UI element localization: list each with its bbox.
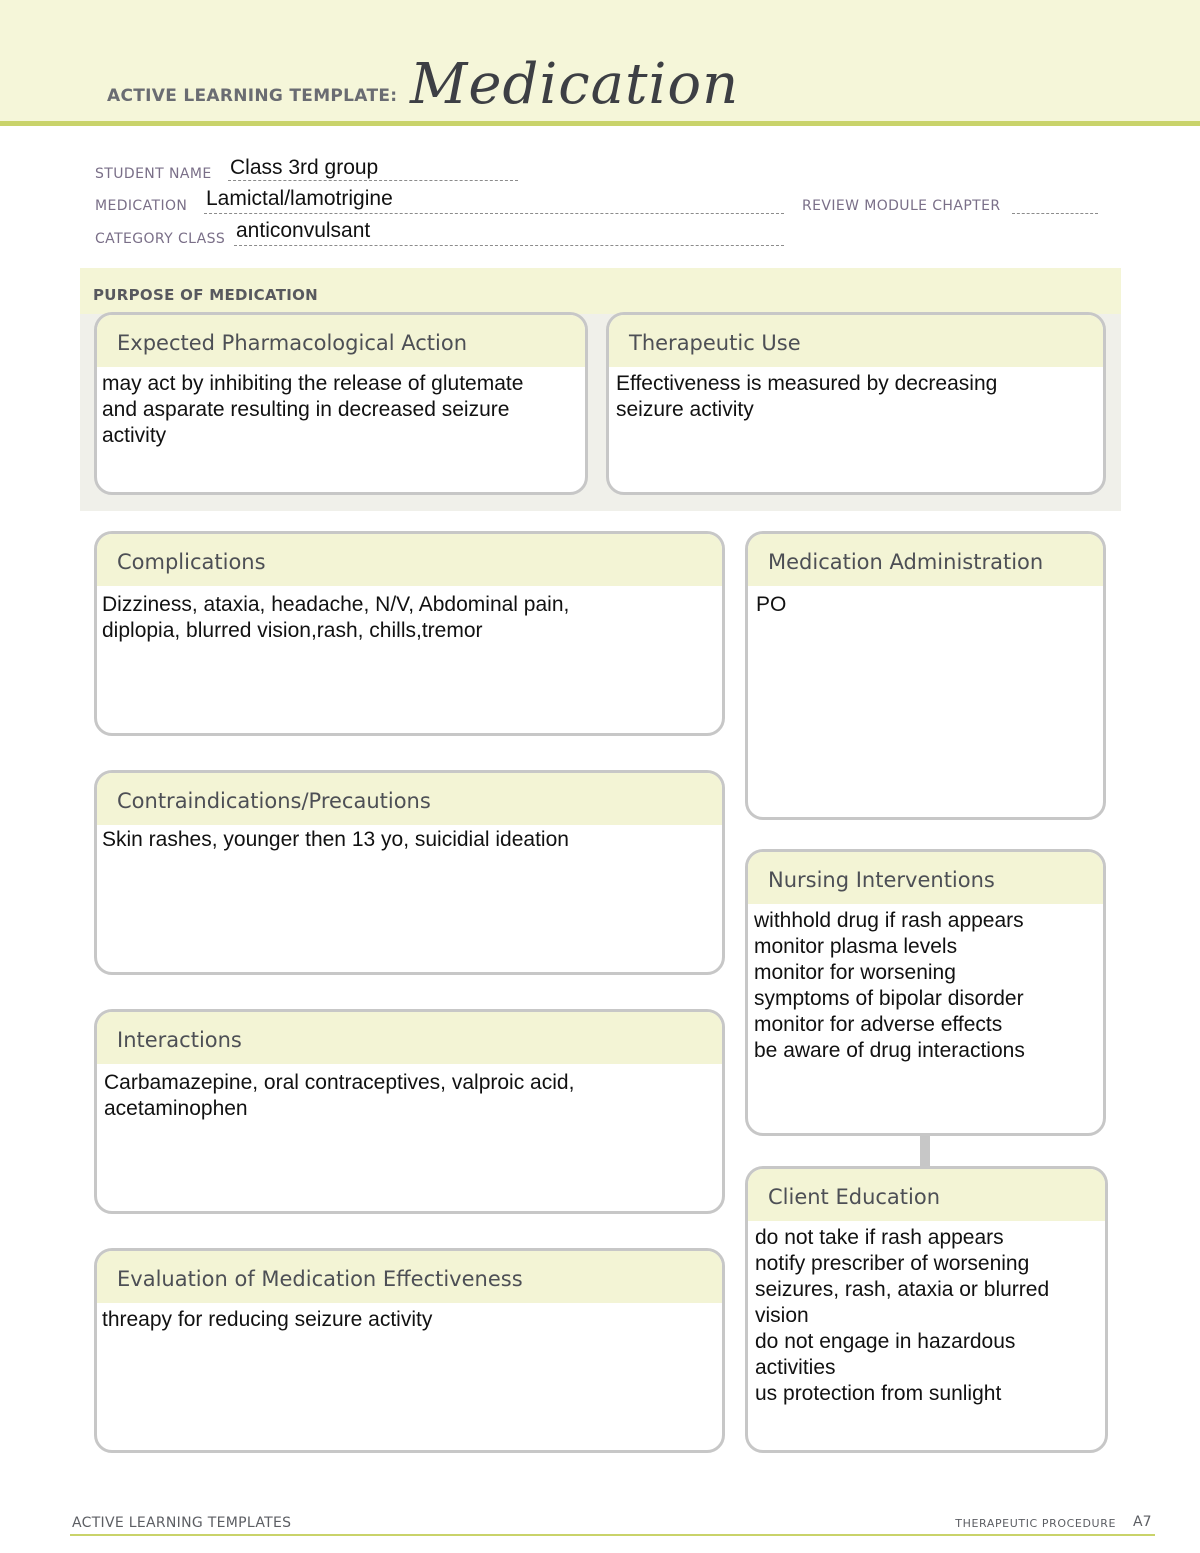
client-education-line: us protection from sunlight	[755, 1382, 1002, 1405]
card-connector	[920, 1134, 930, 1168]
category-class-label: CATEGORY CLASS	[95, 231, 226, 247]
therapeutic-use-line: seizure activity	[616, 398, 754, 421]
footer-section: THERAPEUTIC PROCEDURE	[955, 1517, 1116, 1530]
student-name-line	[228, 180, 518, 181]
review-module-field[interactable]	[1012, 213, 1098, 214]
nursing-line: symptoms of bipolar disorder	[754, 987, 1024, 1010]
nursing-title: Nursing Interventions	[748, 852, 1103, 904]
client-education-line: vision	[755, 1304, 809, 1327]
client-education-card[interactable]	[745, 1166, 1108, 1453]
medication-field[interactable]: Lamictal/lamotrigine	[206, 187, 393, 210]
nursing-body	[748, 904, 1103, 1064]
client-education-title: Client Education	[748, 1169, 1105, 1221]
nursing-line: monitor for adverse effects	[754, 1013, 1003, 1036]
complications-card[interactable]	[94, 531, 725, 736]
therapeutic-use-card[interactable]	[606, 312, 1106, 495]
evaluation-title: Evaluation of Medication Effectiveness	[97, 1251, 722, 1303]
pharm-action-card[interactable]	[94, 312, 588, 495]
contraindications-body	[97, 825, 722, 853]
evaluation-body	[97, 1303, 722, 1333]
nursing-line: monitor plasma levels	[754, 935, 958, 958]
therapeutic-use-line: Effectiveness is measured by decreasing	[616, 372, 998, 395]
client-education-body	[748, 1221, 1105, 1407]
client-education-line: notify prescriber of worsening	[755, 1252, 1030, 1275]
client-education-line: seizures, rash, ataxia or blurred	[755, 1278, 1050, 1301]
med-admin-body	[748, 586, 1103, 618]
nursing-line: withhold drug if rash appears	[754, 909, 1024, 932]
medication-label: MEDICATION	[95, 198, 188, 214]
pharm-action-line: activity	[102, 424, 167, 447]
client-education-line: activities	[755, 1356, 836, 1379]
complications-body	[97, 586, 722, 644]
review-module-label: REVIEW MODULE CHAPTER	[802, 198, 1001, 214]
evaluation-card[interactable]	[94, 1248, 725, 1453]
pharm-action-title: Expected Pharmacological Action	[97, 315, 585, 367]
category-class-field[interactable]: anticonvulsant	[236, 219, 371, 242]
header-rule	[0, 121, 1200, 126]
med-admin-line: PO	[756, 593, 787, 616]
therapeutic-use-title: Therapeutic Use	[609, 315, 1103, 367]
contraindications-card[interactable]	[94, 770, 725, 975]
pharm-action-body	[97, 367, 585, 449]
nursing-card[interactable]	[745, 849, 1106, 1136]
footer-rule	[70, 1534, 1155, 1536]
pharm-action-line: and asparate resulting in decreased seizure	[102, 398, 510, 421]
nursing-line: monitor for worsening	[754, 961, 956, 984]
client-education-line: do not take if rash appears	[755, 1226, 1004, 1249]
nursing-line: be aware of drug interactions	[754, 1039, 1025, 1062]
interactions-line: acetaminophen	[104, 1097, 248, 1120]
student-name-field[interactable]: Class 3rd group	[230, 156, 379, 179]
evaluation-line: threapy for reducing seizure activity	[102, 1308, 433, 1331]
client-education-line: do not engage in hazardous	[755, 1330, 1016, 1353]
interactions-line: Carbamazepine, oral contraceptives, valproic acid,	[104, 1071, 575, 1094]
med-admin-title: Medication Administration	[748, 534, 1103, 586]
page-title: Medication	[410, 52, 740, 117]
therapeutic-use-body	[609, 367, 1103, 423]
pharm-action-line: may act by inhibiting the release of glutemate	[102, 372, 524, 395]
contraindications-line: Skin rashes, younger then 13 yo, suicidial ideation	[102, 828, 569, 851]
med-admin-card[interactable]	[745, 531, 1106, 820]
complications-line: Dizziness, ataxia, headache, N/V, Abdominal pain,	[102, 593, 570, 616]
footer-title: ACTIVE LEARNING TEMPLATES	[72, 1515, 292, 1531]
complications-line: diplopia, blurred vision,rash, chills,tremor	[102, 619, 483, 642]
interactions-body	[97, 1064, 722, 1122]
student-name-label: STUDENT NAME	[95, 166, 212, 182]
purpose-label: PURPOSE OF MEDICATION	[93, 286, 319, 304]
medication-line	[204, 213, 784, 214]
category-class-line	[234, 245, 784, 246]
contraindications-title: Contraindications/Precautions	[97, 773, 722, 825]
interactions-card[interactable]	[94, 1009, 725, 1214]
complications-title: Complications	[97, 534, 722, 586]
page-number: A7	[1133, 1514, 1152, 1530]
interactions-title: Interactions	[97, 1012, 722, 1064]
template-label: ACTIVE LEARNING TEMPLATE:	[107, 86, 398, 106]
